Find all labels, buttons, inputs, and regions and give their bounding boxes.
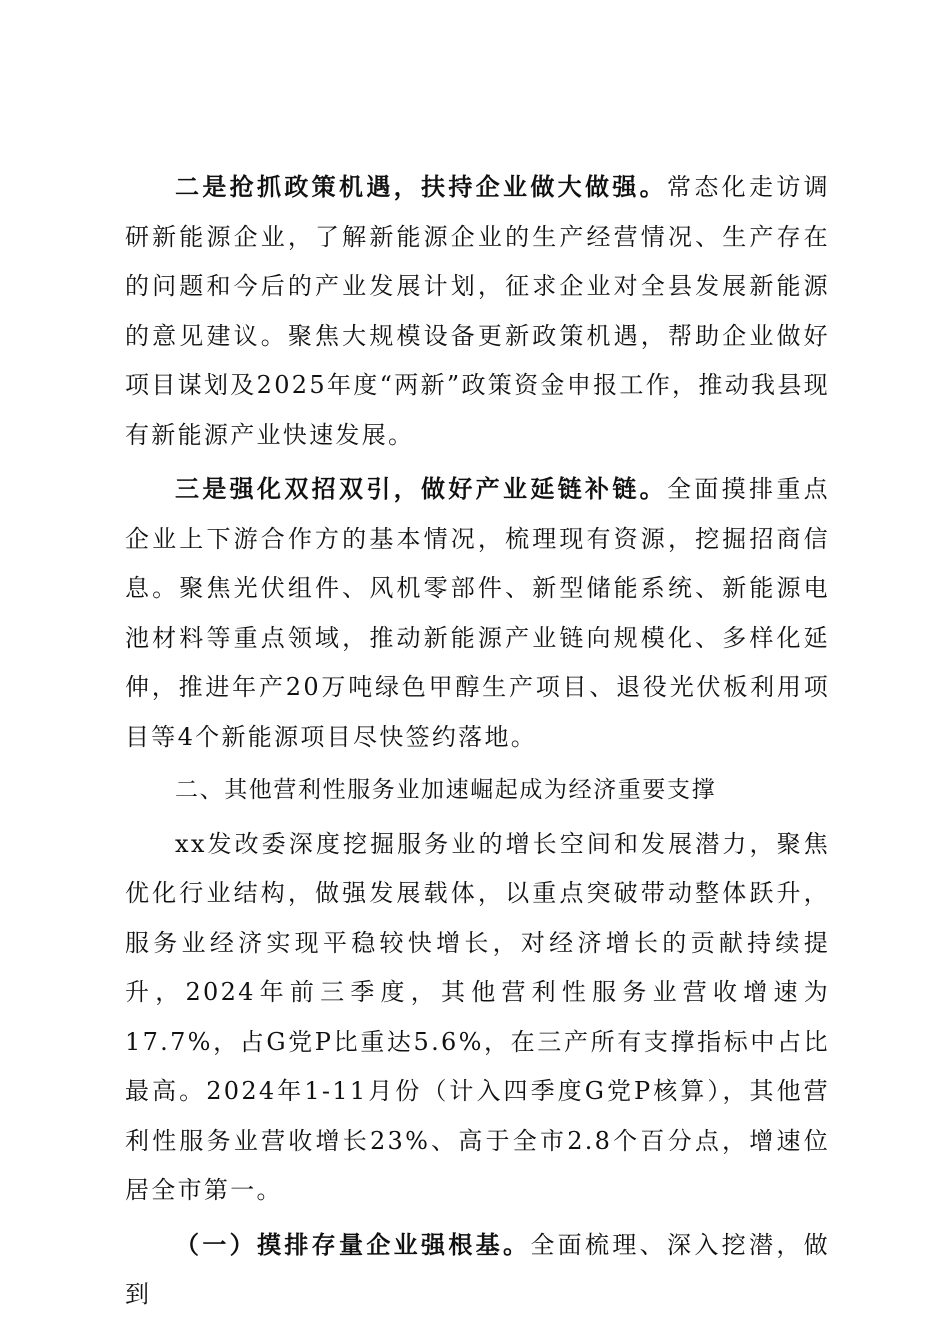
paragraph-dual-recruitment [125,464,830,762]
subsection-text: 全面梳理、深入挖潜，做到 [125,1230,830,1308]
paragraph-text: 常态化走访调研新能源企业，了解新能源企业的生产经营情况、生产存在的问题和今后的产业发展计划，征求企业对全县发展新能源的意见建议。聚焦大规模设备更新政策机遇，帮助企业做好项目谋划及2025年度“两新”政策资金申报工作，推动我县现有新能源产业快速发展。 [125,173,830,449]
document-body [125,162,830,1320]
paragraph-text: 全面摸排重点企业上下游合作方的基本情况，梳理现有资源，挖掘招商信息。聚焦光伏组件、风机零部件、新型储能系统、新能源电池材料等重点领域，推动新能源产业链向规模化、多样化延伸，推进年产20万吨绿色甲醇生产项目、退役光伏板利用项目等4个新能源项目尽快签约落地。 [125,475,830,751]
section-heading: 二、其他营利性服务业加速崛起成为经济重要支撑 [175,777,717,803]
section-paragraph: xx发改委深度挖掘服务业的增长空间和发展潜力，聚焦优化行业结构，做强发展载体，以重点突破带动整体跃升，服务业经济实现平稳较快增长，对经济增长的贡献持续提升，2024年前三季度，其他营利性服务业营收增速为17.7%，占G党P比重达5.6%，在三产所有支撑指标中占比最高。2024年1-11月份（计入四季度G党P核算），其他营利性服务业营收增长23%、高于全市2.8个百分点，增速位居全市第一。 [125,829,830,1204]
paragraph-lead: 二是抢抓政策机遇，扶持企业做大做强。 [175,172,668,201]
subsection-lead: （一）摸排存量企业强根基。 [175,1229,531,1259]
subsection-paragraph [125,1220,830,1320]
paragraph-lead: 三是强化双招双引，做好产业延链补链。 [175,474,668,503]
paragraph-policy-opportunity [125,162,830,460]
